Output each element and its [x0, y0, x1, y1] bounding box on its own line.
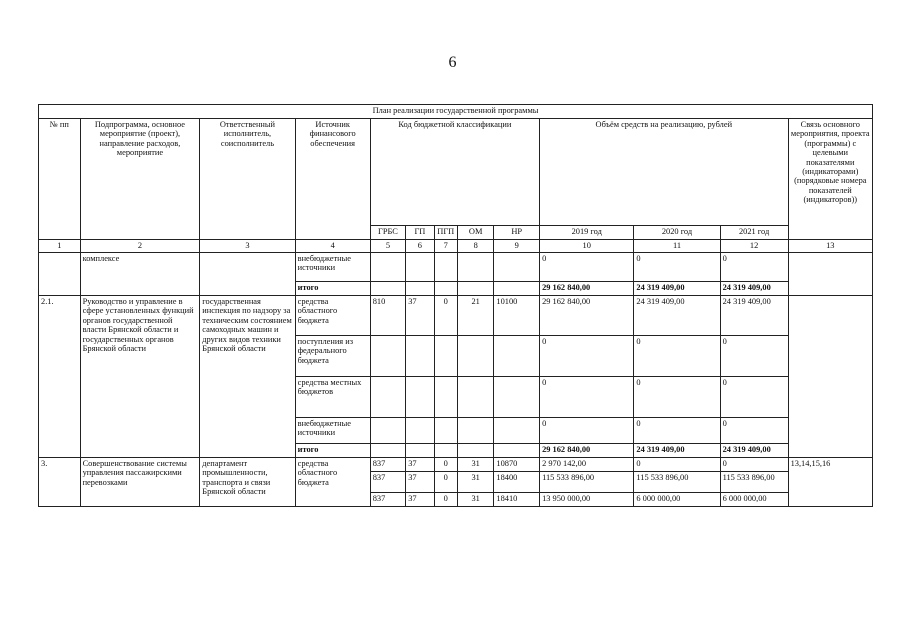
header-link: Связь основного мероприятия, проекта (программы) с целевыми показателями (индикаторами) (порядковые номера показателей (индикаторов)) — [788, 119, 872, 240]
table-title: План реализации государственной программы — [39, 105, 873, 119]
cell-num — [39, 253, 81, 296]
cell-2021-total: 24 319 409,00 — [720, 282, 788, 296]
header-row — [39, 119, 873, 226]
cell-nr: 10870 — [494, 458, 540, 472]
cell-num: 2.1. — [39, 296, 81, 458]
column-number: 10 — [540, 240, 634, 253]
cell-source: поступления из федерального бюджета — [295, 336, 370, 377]
header-2019: 2019 год — [540, 226, 634, 240]
header-budget-code: Код бюджетной классификации — [370, 119, 539, 226]
cell-executor — [200, 253, 295, 296]
header-nr: НР — [494, 226, 540, 240]
header-funds: Объём средств на реализацию, рублей — [540, 119, 789, 226]
cell-pgp: 0 — [434, 472, 457, 493]
cell-pgp — [434, 418, 457, 444]
cell-2021: 115 533 896,00 — [720, 472, 788, 493]
column-number: 3 — [200, 240, 295, 253]
header-pgp: ПГП — [434, 226, 457, 240]
cell-executor: департамент промышленности, транспорта и связи Брянской области — [200, 458, 295, 507]
cell-nr — [494, 282, 540, 296]
header-2020: 2020 год — [634, 226, 720, 240]
cell-2019: 2 970 142,00 — [540, 458, 634, 472]
cell-gp: 37 — [406, 493, 434, 507]
cell-gp: 37 — [406, 472, 434, 493]
cell-nr — [494, 444, 540, 458]
cell-2021: 0 — [720, 377, 788, 418]
cell-2020: 115 533 896,00 — [634, 472, 720, 493]
cell-gp — [406, 253, 434, 282]
cell-source: средства областного бюджета — [295, 458, 370, 507]
cell-pgp — [434, 253, 457, 282]
cell-subprogram: Совершенствование системы управления пассажирскими перевозками — [80, 458, 200, 507]
cell-link — [788, 253, 872, 296]
cell-pgp — [434, 336, 457, 377]
cell-2019: 0 — [540, 377, 634, 418]
cell-source-total: итого — [295, 282, 370, 296]
table-title-row — [39, 105, 873, 119]
cell-source: внебюджетные источники — [295, 418, 370, 444]
header-subprogram: Подпрограмма, основное мероприятие (проект), направление расходов, мероприятие — [80, 119, 200, 240]
cell-2021: 0 — [720, 418, 788, 444]
cell-2021: 0 — [720, 458, 788, 472]
table-row — [39, 458, 873, 472]
cell-pgp: 0 — [434, 493, 457, 507]
cell-2020-total: 24 319 409,00 — [634, 282, 720, 296]
cell-grbs: 837 — [370, 458, 406, 472]
program-plan-table — [38, 104, 873, 507]
cell-2019: 0 — [540, 253, 634, 282]
cell-source: внебюджетные источники — [295, 253, 370, 282]
cell-2020: 24 319 409,00 — [634, 296, 720, 336]
cell-grbs — [370, 418, 406, 444]
cell-grbs — [370, 444, 406, 458]
cell-om: 31 — [457, 458, 494, 472]
cell-2019: 0 — [540, 418, 634, 444]
cell-2019: 115 533 896,00 — [540, 472, 634, 493]
cell-grbs: 837 — [370, 472, 406, 493]
table-row — [39, 296, 873, 336]
cell-2021: 0 — [720, 336, 788, 377]
cell-nr — [494, 418, 540, 444]
cell-source-total: итого — [295, 444, 370, 458]
cell-2021-total: 24 319 409,00 — [720, 444, 788, 458]
column-number: 6 — [406, 240, 434, 253]
cell-2020: 0 — [634, 336, 720, 377]
cell-nr: 18410 — [494, 493, 540, 507]
cell-nr: 10100 — [494, 296, 540, 336]
cell-2020: 0 — [634, 458, 720, 472]
column-number: 9 — [494, 240, 540, 253]
column-number-row — [39, 240, 873, 253]
cell-gp — [406, 282, 434, 296]
cell-num: 3. — [39, 458, 81, 507]
cell-2020: 0 — [634, 377, 720, 418]
cell-2021: 6 000 000,00 — [720, 493, 788, 507]
cell-2020: 0 — [634, 418, 720, 444]
cell-grbs — [370, 282, 406, 296]
cell-link — [788, 296, 872, 458]
cell-grbs: 837 — [370, 493, 406, 507]
column-number: 4 — [295, 240, 370, 253]
header-num: № пп — [39, 119, 81, 240]
cell-pgp — [434, 377, 457, 418]
cell-om — [457, 253, 494, 282]
header-2021: 2021 год — [720, 226, 788, 240]
page-number: 6 — [448, 54, 457, 71]
column-number: 11 — [634, 240, 720, 253]
cell-om — [457, 418, 494, 444]
header-om: ОМ — [457, 226, 494, 240]
cell-subprogram: Руководство и управление в сфере установленных функций органов государственной власти Брянской области и государственных органов Брянской области — [80, 296, 200, 458]
column-number: 8 — [457, 240, 494, 253]
cell-2020: 0 — [634, 253, 720, 282]
cell-om: 31 — [457, 472, 494, 493]
cell-grbs — [370, 336, 406, 377]
cell-gp: 37 — [406, 296, 434, 336]
cell-pgp — [434, 444, 457, 458]
cell-2019: 13 950 000,00 — [540, 493, 634, 507]
cell-om — [457, 377, 494, 418]
cell-2020: 6 000 000,00 — [634, 493, 720, 507]
cell-om — [457, 282, 494, 296]
column-number: 7 — [434, 240, 457, 253]
cell-2019-total: 29 162 840,00 — [540, 282, 634, 296]
cell-gp — [406, 418, 434, 444]
cell-2020-total: 24 319 409,00 — [634, 444, 720, 458]
cell-pgp: 0 — [434, 296, 457, 336]
column-number: 1 — [39, 240, 81, 253]
cell-gp — [406, 336, 434, 377]
cell-nr: 18400 — [494, 472, 540, 493]
cell-2019-total: 29 162 840,00 — [540, 444, 634, 458]
cell-gp: 37 — [406, 458, 434, 472]
cell-source: средства областного бюджета — [295, 296, 370, 336]
cell-2021: 0 — [720, 253, 788, 282]
cell-source: средства местных бюджетов — [295, 377, 370, 418]
header-executor: Ответственный исполнитель, соисполнитель — [200, 119, 295, 240]
cell-grbs: 810 — [370, 296, 406, 336]
cell-grbs — [370, 377, 406, 418]
cell-subprogram: комплексе — [80, 253, 200, 296]
cell-om — [457, 336, 494, 377]
cell-2019: 0 — [540, 336, 634, 377]
cell-gp — [406, 377, 434, 418]
cell-gp — [406, 444, 434, 458]
cell-om: 31 — [457, 493, 494, 507]
column-number: 13 — [788, 240, 872, 253]
cell-om: 21 — [457, 296, 494, 336]
header-grbs: ГРБС — [370, 226, 406, 240]
cell-link: 13,14,15,16 — [788, 458, 872, 507]
cell-om — [457, 444, 494, 458]
table-row — [39, 253, 873, 282]
column-number: 12 — [720, 240, 788, 253]
cell-2019: 29 162 840,00 — [540, 296, 634, 336]
cell-grbs — [370, 253, 406, 282]
cell-nr — [494, 253, 540, 282]
column-number: 5 — [370, 240, 406, 253]
cell-nr — [494, 336, 540, 377]
cell-executor: государственная инспекция по надзору за техническим состоянием самоходных машин и других видов техники Брянской области — [200, 296, 295, 458]
header-gp: ГП — [406, 226, 434, 240]
cell-2021: 24 319 409,00 — [720, 296, 788, 336]
header-source: Источник финансового обеспечения — [295, 119, 370, 240]
cell-pgp: 0 — [434, 458, 457, 472]
cell-nr — [494, 377, 540, 418]
cell-pgp — [434, 282, 457, 296]
column-number: 2 — [80, 240, 200, 253]
